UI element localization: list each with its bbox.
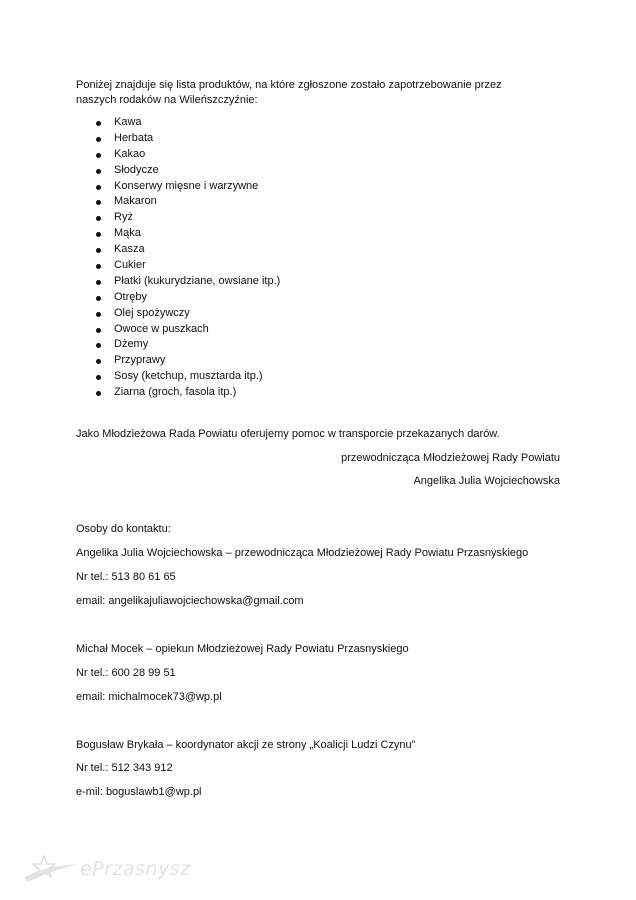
bullet-icon xyxy=(96,169,101,174)
bullet-icon xyxy=(96,153,101,158)
offer-paragraph: Jako Młodzieżowa Rada Powiatu oferujemy pomoc w transporcie przekazanych darów. xyxy=(76,428,500,440)
contact-phone: Nr tel.: 600 28 99 51 xyxy=(76,667,176,679)
list-item: Cukier xyxy=(96,258,280,274)
list-item: Makaron xyxy=(96,194,280,210)
bullet-icon xyxy=(96,200,101,205)
bullet-icon xyxy=(96,232,101,237)
bullet-icon xyxy=(96,328,101,333)
bullet-icon xyxy=(96,280,101,285)
bullet-icon xyxy=(96,391,101,396)
bullet-icon xyxy=(96,185,101,190)
intro-paragraph: Poniżej znajduje się lista produktów, na które zgłoszone zostało zapotrzebowanie przez naszych rodaków na Wileńszczyźnie: xyxy=(76,79,502,106)
list-item: Olej spożywczy xyxy=(96,306,280,322)
contact-email: e-mil: boguslawb1@wp.pl xyxy=(76,786,202,798)
watermark-text: ePrzasnysz xyxy=(80,858,191,880)
product-list xyxy=(96,115,280,401)
list-item: Kakao xyxy=(96,147,280,163)
list-item: Herbata xyxy=(96,131,280,147)
signature-role: przewodnicząca Młodzieżowej Rady Powiatu xyxy=(341,452,560,464)
list-item: Konserwy mięsne i warzywne xyxy=(96,179,280,195)
eprzasnysz-watermark-logo xyxy=(22,852,191,886)
bullet-icon xyxy=(96,121,101,126)
bullet-icon xyxy=(96,296,101,301)
contact-email: email: michalmocek73@wp.pl xyxy=(76,691,222,703)
list-item: Sosy (ketchup, musztarda itp.) xyxy=(96,369,280,385)
bullet-icon xyxy=(96,312,101,317)
contact-phone: Nr tel.: 512 343 912 xyxy=(76,762,173,774)
bullet-icon xyxy=(96,343,101,348)
list-item: Słodycze xyxy=(96,163,280,179)
contact-person: Michał Mocek – opiekun Młodzieżowej Rady Powiatu Przasnyskiego xyxy=(76,643,409,655)
list-item: Mąka xyxy=(96,226,280,242)
list-item: Płatki (kukurydziane, owsiane itp.) xyxy=(96,274,280,290)
list-item: Ryż xyxy=(96,210,280,226)
bullet-icon xyxy=(96,248,101,253)
list-item: Owoce w puszkach xyxy=(96,322,280,338)
contact-person: Bogusław Brykała – koordynator akcji ze strony „Koalicji Ludzi Czynu” xyxy=(76,739,416,751)
list-item: Otręby xyxy=(96,290,280,306)
bullet-icon xyxy=(96,375,101,380)
list-item: Ziarna (groch, fasola itp.) xyxy=(96,385,280,401)
contacts-heading: Osoby do kontaktu: xyxy=(76,523,171,535)
bullet-icon xyxy=(96,216,101,221)
list-item: Kasza xyxy=(96,242,280,258)
star-swoosh-icon xyxy=(22,852,80,886)
bullet-icon xyxy=(96,137,101,142)
list-item: Przyprawy xyxy=(96,353,280,369)
list-item: Dżemy xyxy=(96,337,280,353)
contact-email: email: angelikajuliawojciechowska@gmail.com xyxy=(76,595,304,607)
signature-name: Angelika Julia Wojciechowska xyxy=(413,475,560,487)
contact-phone: Nr tel.: 513 80 61 65 xyxy=(76,571,176,583)
bullet-icon xyxy=(96,264,101,269)
bullet-icon xyxy=(96,359,101,364)
contact-person: Angelika Julia Wojciechowska – przewodnicząca Młodzieżowej Rady Powiatu Przasnyskiego xyxy=(76,547,529,559)
list-item: Kawa xyxy=(96,115,280,131)
